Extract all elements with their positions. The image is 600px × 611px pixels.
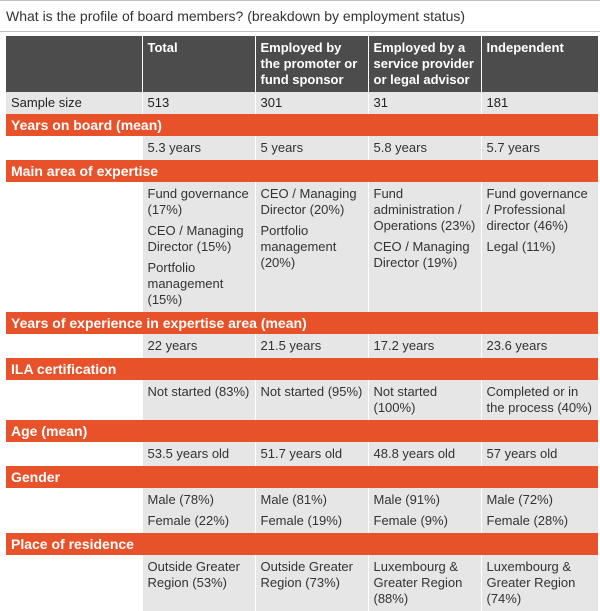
- value-cell-independent: [481, 380, 598, 420]
- value-cell-service-provider: [368, 555, 481, 611]
- header-cell-promoter: Employed by the promoter or fund sponsor: [255, 36, 368, 92]
- value-cell-total: [142, 380, 255, 420]
- section-title: Gender: [6, 466, 598, 488]
- value-text: 53.5 years old: [147, 446, 230, 461]
- section-title: ILA certification: [6, 358, 598, 380]
- header-row: [6, 36, 598, 92]
- row-label-spacer: [6, 380, 142, 420]
- value-text: Female (9%): [373, 513, 448, 528]
- row-label-spacer: [6, 442, 142, 466]
- section-header-row: [6, 420, 598, 442]
- value-text: Luxembourg & Greater Region (88%): [373, 559, 463, 606]
- header-cell-independent: Independent: [481, 36, 598, 92]
- value-cell-promoter: [255, 555, 368, 611]
- header-cell-service-provider: Employed by a service provider or legal advisor: [368, 36, 481, 92]
- value-text: Not started (83%): [147, 384, 250, 399]
- value-cell-service-provider: [368, 136, 481, 160]
- value-cell-promoter: [255, 182, 368, 312]
- section-title: Years on board (mean): [6, 114, 598, 136]
- value-cell-total: [142, 555, 255, 611]
- row-label-spacer: [6, 334, 142, 358]
- value-text: Luxembourg & Greater Region (74%): [486, 559, 576, 606]
- value-cell-independent: [481, 136, 598, 160]
- value-text: Female (22%): [147, 513, 230, 528]
- value-cell-service-provider: [368, 488, 481, 533]
- value-text: CEO / Managing Director (15%): [147, 223, 244, 254]
- value-text: Not started (95%): [260, 384, 363, 399]
- value-cell-promoter: [255, 136, 368, 160]
- row-label-spacer: [6, 182, 142, 312]
- section-data-row: [6, 442, 598, 466]
- board-profile-table: [6, 36, 598, 611]
- value-cell-total: [142, 488, 255, 533]
- value-cell-service-provider: [368, 334, 481, 358]
- value-cell-independent: [481, 334, 598, 358]
- value-cell-independent: [481, 555, 598, 611]
- value-cell-promoter: [255, 334, 368, 358]
- row-label-spacer: [6, 555, 142, 611]
- sample-size-row: [6, 92, 598, 114]
- value-text: CEO / Managing Director (20%): [260, 186, 357, 217]
- value-cell-service-provider: [368, 442, 481, 466]
- section-data-row: [6, 380, 598, 420]
- value-text: 22 years: [147, 338, 198, 353]
- value-text: 51.7 years old: [260, 446, 343, 461]
- value-text: Portfolio management (15%): [147, 260, 224, 307]
- value-text: Male (91%): [373, 492, 440, 507]
- sample-size-independent: 181: [481, 92, 598, 114]
- value-cell-total: [142, 442, 255, 466]
- section-data-row: [6, 182, 598, 312]
- value-text: Not started (100%): [373, 384, 438, 415]
- value-text: 48.8 years old: [373, 446, 456, 461]
- section-data-row: [6, 555, 598, 611]
- value-cell-promoter: [255, 380, 368, 420]
- header-cell-empty: [6, 36, 142, 92]
- section-title: Place of residence: [6, 533, 598, 555]
- value-text: 17.2 years: [373, 338, 435, 353]
- value-text: Male (72%): [486, 492, 553, 507]
- value-cell-promoter: [255, 488, 368, 533]
- value-text: Outside Greater Region (73%): [260, 559, 353, 590]
- value-cell-service-provider: [368, 182, 481, 312]
- value-cell-total: [142, 182, 255, 312]
- value-text: Legal (11%): [486, 239, 556, 254]
- value-text: 5.3 years: [147, 140, 201, 155]
- value-cell-total: [142, 136, 255, 160]
- value-text: 5.7 years: [486, 140, 540, 155]
- value-text: Fund governance (17%): [147, 186, 249, 217]
- value-cell-service-provider: [368, 380, 481, 420]
- value-text: Fund administration / Operations (23%): [373, 186, 476, 233]
- title-bar: [0, 0, 600, 32]
- section-title: Main area of expertise: [6, 160, 598, 182]
- section-title: Years of experience in expertise area (mean): [6, 312, 598, 334]
- value-text: 5 years: [260, 140, 304, 155]
- sample-size-service-provider: 31: [368, 92, 481, 114]
- value-text: Fund governance / Professional director (46%): [486, 186, 588, 233]
- value-cell-independent: [481, 488, 598, 533]
- value-text: Outside Greater Region (53%): [147, 559, 240, 590]
- section-data-row: [6, 334, 598, 358]
- section-data-row: [6, 488, 598, 533]
- section-title: Age (mean): [6, 420, 598, 442]
- value-text: Female (28%): [486, 513, 569, 528]
- section-header-row: [6, 358, 598, 380]
- sample-size-label: Sample size: [6, 92, 142, 114]
- section-header-row: [6, 533, 598, 555]
- section-header-row: [6, 114, 598, 136]
- row-label-spacer: [6, 136, 142, 160]
- page-title: What is the profile of board members? (breakdown by employment status): [6, 8, 466, 24]
- value-text: 5.8 years: [373, 140, 427, 155]
- section-header-row: [6, 466, 598, 488]
- sample-size-promoter: 301: [255, 92, 368, 114]
- section-data-row: [6, 136, 598, 160]
- value-cell-promoter: [255, 442, 368, 466]
- value-cell-independent: [481, 442, 598, 466]
- value-cell-independent: [481, 182, 598, 312]
- value-text: Completed or in the process (40%): [486, 384, 592, 415]
- value-text: 21.5 years: [260, 338, 322, 353]
- header-cell-total: Total: [142, 36, 255, 92]
- value-cell-total: [142, 334, 255, 358]
- value-text: Portfolio management (20%): [260, 223, 337, 270]
- value-text: CEO / Managing Director (19%): [373, 239, 470, 270]
- value-text: 23.6 years: [486, 338, 548, 353]
- row-label-spacer: [6, 488, 142, 533]
- value-text: 57 years old: [486, 446, 558, 461]
- section-header-row: [6, 160, 598, 182]
- sample-size-total: 513: [142, 92, 255, 114]
- value-text: Female (19%): [260, 513, 343, 528]
- value-text: Male (78%): [147, 492, 214, 507]
- value-text: Male (81%): [260, 492, 327, 507]
- section-header-row: [6, 312, 598, 334]
